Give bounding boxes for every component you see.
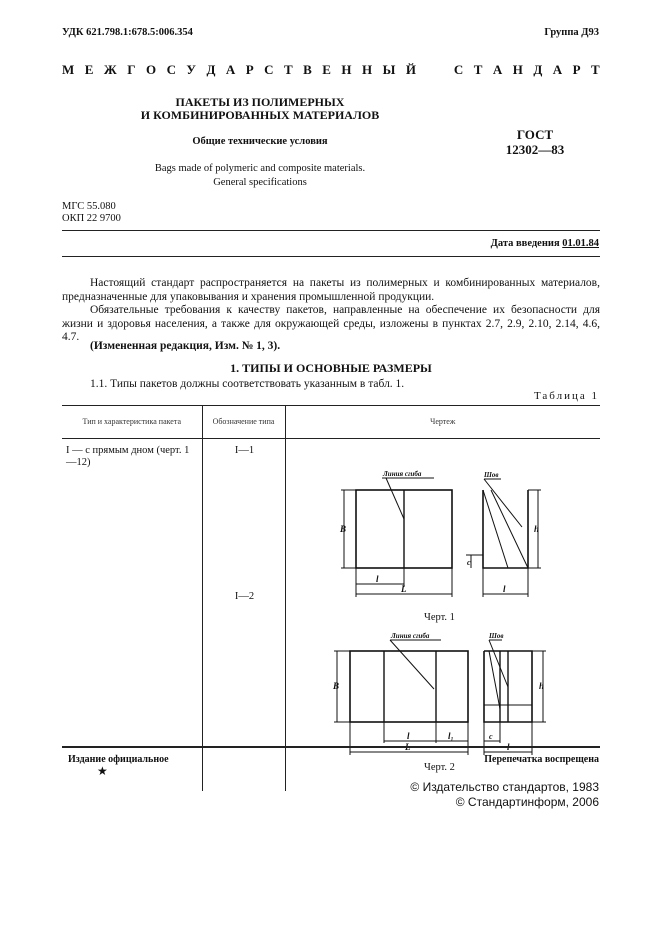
drawing-caption-1: Черт. 1 xyxy=(423,612,455,623)
title-line-2: И КОМБИНИРОВАННЫХ МАТЕРИАЛОВ xyxy=(140,108,380,122)
side-fold-line xyxy=(483,490,508,568)
banner-letter: Р xyxy=(245,62,254,77)
header-drawing: Чертеж xyxy=(285,406,600,439)
type-description: I — с прямым дном (черт. 1—12) xyxy=(66,445,190,468)
label-fold-line-2: Линия сгиба xyxy=(390,632,429,640)
section-heading: 1. ТИПЫ И ОСНОВНЫЕ РАЗМЕРЫ xyxy=(230,361,432,375)
english-title xyxy=(120,162,400,190)
banner-letter: Т xyxy=(591,62,600,77)
drawing-caption-2: Черт. 2 xyxy=(423,762,455,773)
banner-letter: А xyxy=(492,62,503,77)
banner-letter: Т xyxy=(473,62,483,77)
header-code: Обозначение типа xyxy=(202,406,285,439)
code-cell xyxy=(202,439,285,792)
leader-line-2 xyxy=(390,640,434,689)
label-L: L xyxy=(400,584,406,594)
side-leader-line xyxy=(484,479,522,527)
banner-letter: А xyxy=(552,62,563,77)
date-label: Дата введения xyxy=(490,238,560,249)
standard-banner xyxy=(62,62,600,78)
group-code: Группа Д93 xyxy=(544,27,599,38)
leader-line xyxy=(386,478,404,519)
gost-number xyxy=(480,127,590,157)
paragraph-types: 1.1. Типы пакетов должны соответствовать указанным в табл. 1. xyxy=(90,378,405,390)
label-seam-2: Шов xyxy=(488,632,504,640)
banner-letter: С xyxy=(166,62,176,77)
paragraph-scope: Настоящий стандарт распространяется на пакеты из полимерных и комбинированных материалов, предназначенные для упаковывания и хранения промышленной продукции. xyxy=(62,277,600,303)
banner-letter: Й xyxy=(405,62,416,77)
divider xyxy=(62,256,600,257)
banner-letter: В xyxy=(303,62,312,77)
banner-letter: Т xyxy=(284,62,293,77)
type-cell xyxy=(62,439,202,792)
label-seam: Шов xyxy=(483,471,499,479)
label-B-2: B xyxy=(332,681,339,691)
banner-letter: Д xyxy=(533,62,543,77)
document-title xyxy=(120,96,400,122)
banner-letter: Р xyxy=(572,62,581,77)
bag-side-outline xyxy=(483,490,528,568)
label-h: h xyxy=(533,524,539,534)
banner-letter: А xyxy=(225,62,236,77)
banner-letter: Г xyxy=(127,62,136,77)
banner-letter: Ы xyxy=(382,62,396,77)
amendment-note: (Измененная редакция, Изм. № 1, 3). xyxy=(90,340,281,352)
label-c-2: c xyxy=(488,732,493,741)
banner-letter: Ж xyxy=(103,62,117,77)
bag-drawings xyxy=(286,439,601,779)
header-type: Тип и характеристика пакета xyxy=(62,406,202,439)
banner-letter xyxy=(426,62,429,78)
divider xyxy=(62,230,600,231)
document-subtitle: Общие технические условия xyxy=(192,136,328,147)
label-B: B xyxy=(339,524,346,534)
table-caption: Таблица 1 xyxy=(533,390,599,402)
label-c: c xyxy=(466,558,471,567)
okp-code: ОКП 22 9700 xyxy=(62,213,121,224)
banner-letter xyxy=(440,62,443,78)
banner-letter: С xyxy=(264,62,274,77)
gost-label: ГОСТ xyxy=(516,127,554,142)
label-fold-line: Линия сгиба xyxy=(382,470,421,478)
title-line-1: ПАКЕТЫ ИЗ ПОЛИМЕРНЫХ xyxy=(175,95,345,109)
footer-divider xyxy=(62,746,600,748)
english-title-line-1: Bags made of polymeric and composite materials. xyxy=(154,163,366,174)
side-fold-line-2 xyxy=(489,651,500,709)
banner-letter: С xyxy=(453,62,464,77)
banner-letter: У xyxy=(186,62,196,77)
type-code-1: I—1 xyxy=(234,445,255,456)
mgs-code: МГС 55.080 xyxy=(62,201,116,212)
banner-letter: Д xyxy=(206,62,216,77)
label-h-2: h xyxy=(538,681,544,691)
type-code-2: I—2 xyxy=(234,591,255,602)
introduction-date xyxy=(491,238,599,249)
types-table xyxy=(62,405,600,791)
banner-letter: Н xyxy=(362,62,373,77)
banner-letter: Н xyxy=(341,62,352,77)
official-edition: Издание официальное xyxy=(68,754,169,765)
banner-letter: М xyxy=(62,62,75,77)
star-icon: ★ xyxy=(97,764,108,778)
reprint-notice: Перепечатка воспрещена xyxy=(484,754,599,765)
copyright-2: © Стандартинформ, 2006 xyxy=(455,795,599,809)
banner-letter: Е xyxy=(84,62,94,77)
date-value: 01.01.84 xyxy=(562,238,599,249)
label-l: l xyxy=(375,574,379,584)
copyright-1: © Издательство стандартов, 1983 xyxy=(410,780,599,794)
banner-letter: Н xyxy=(512,62,523,77)
udk-code: УДК 621.798.1:678.5:006.354 xyxy=(62,27,193,38)
gost-code: 12302—83 xyxy=(505,142,565,157)
english-title-line-2: General specifications xyxy=(213,177,307,188)
classification-codes xyxy=(62,201,121,225)
banner-letter: Е xyxy=(322,62,331,77)
label-l-side: l xyxy=(502,584,506,594)
label-l1-2: l₁ xyxy=(447,731,454,741)
drawing-cell xyxy=(285,439,600,792)
banner-letter: О xyxy=(145,62,157,77)
paragraph-requirements: Обязательные требования к качеству пакетов, направленные на обеспечение их безопасности для жизни и здоровья населения, а также для окружающей среды, изложены в пунктах 2.7, 2.9, 2.10, 2.14, 4.6, 4.7. xyxy=(62,304,600,343)
label-l-2: l xyxy=(406,731,410,741)
